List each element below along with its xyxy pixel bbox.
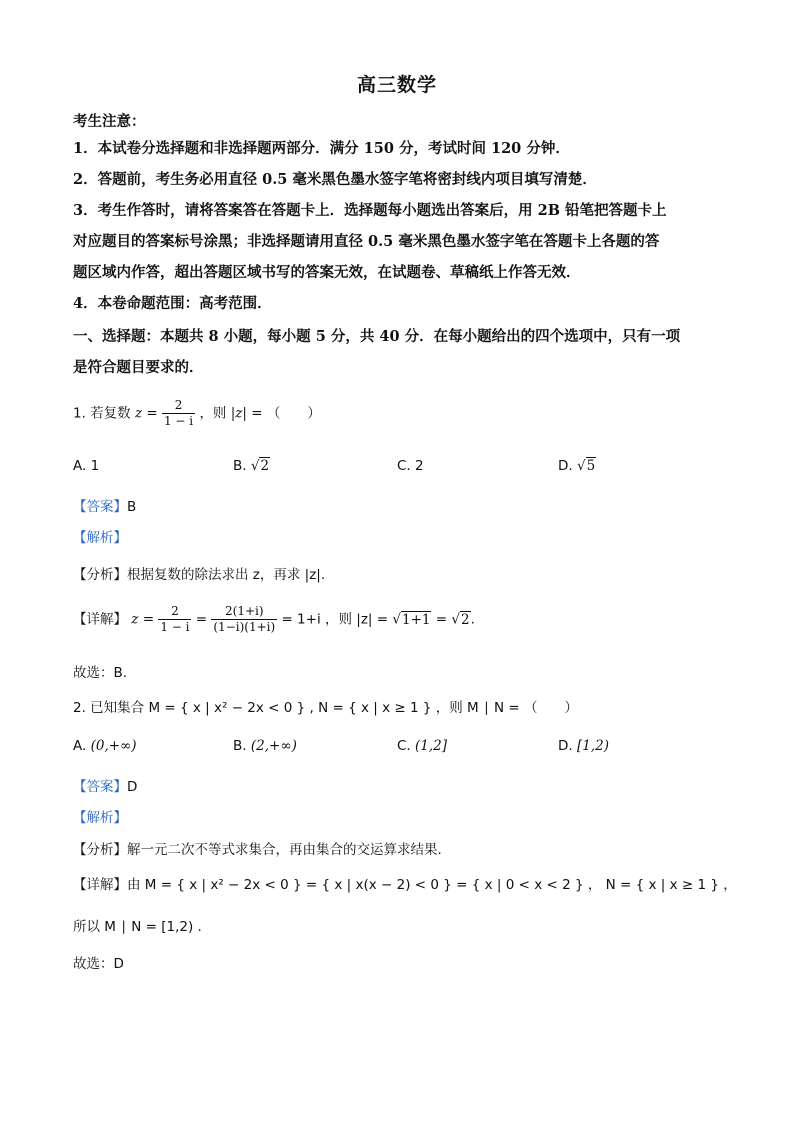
q2-option-d xyxy=(558,738,609,754)
xiangjie-mid: = 1+i ，则 |z| = xyxy=(281,611,389,628)
xiangjie-tag: 【详解】 xyxy=(73,611,127,628)
xiangjie-tag: 【详解】 xyxy=(73,877,127,893)
q2-result: 所以 M ∣ N = [1,2) . xyxy=(73,919,202,935)
option-label: C. xyxy=(397,738,411,754)
q1-conclusion: 故选：B. xyxy=(73,665,128,681)
option-label: D. xyxy=(558,738,573,754)
q1-option-b xyxy=(233,458,270,474)
analysis-tag: 【解析】 xyxy=(73,530,127,546)
notice-heading: 考生注意： xyxy=(73,113,146,130)
q2-option-a xyxy=(73,738,137,754)
option-label: B. xyxy=(233,738,247,754)
sqrt-radicand: 1+1 xyxy=(401,611,431,628)
section-heading xyxy=(73,321,733,383)
section-line: 是符合题目要求的． xyxy=(73,359,204,376)
sqrt-radicand: 5 xyxy=(586,458,596,474)
q1-fenxi xyxy=(73,563,325,583)
option-value: 2 xyxy=(415,458,424,474)
q1-xiangjie xyxy=(73,604,475,635)
frac-den: (1−i)(1+i) xyxy=(213,620,276,634)
q1-lhs: z = xyxy=(134,405,158,422)
option-value: √5 xyxy=(576,458,596,474)
q1-frac-den: 1 − i xyxy=(163,414,194,428)
notice-line: 4．本卷命题范围：高考范围． xyxy=(73,295,272,312)
sqrt-expr: √2 xyxy=(451,611,470,628)
xiangjie-frac-2 xyxy=(211,604,277,635)
fenxi-text: 解一元二次不等式求集合，再由集合的交运算求结果. xyxy=(127,842,442,858)
sqrt-radicand: 2 xyxy=(260,458,270,474)
q1-analysis-tag xyxy=(73,526,127,546)
section-line: 一、选择题：本题共 8 小题，每小题 5 分，共 40 分．在每小题给出的四个选项中，只有一项 xyxy=(73,328,681,345)
xiangjie-text: 由 M = { x | x² − 2x < 0 } = { x | x(x − 2) < 0 } = { x | 0 < x < 2 } ， N = { x | x ≥ 1 } ， xyxy=(127,877,737,893)
notice-line: 2．答题前，考生务必用直径 0.5 毫米黑色墨水签字笔将密封线内项目填写清楚． xyxy=(73,171,597,188)
q2-option-b xyxy=(233,738,297,754)
q1-prefix: 1. 若复数 xyxy=(73,405,131,422)
analysis-tag: 【解析】 xyxy=(73,810,127,826)
q2-xiangjie xyxy=(73,873,737,893)
q2-analysis-tag xyxy=(73,806,127,826)
q1-answer xyxy=(73,495,136,515)
option-label: D. xyxy=(558,458,573,474)
q2-answer xyxy=(73,775,137,795)
xiangjie-lhs: z = xyxy=(131,611,155,628)
sqrt-expr: √1+1 xyxy=(392,611,431,628)
answer-value: B xyxy=(127,499,137,515)
equals: = xyxy=(195,611,208,628)
q1-frac-num: 2 xyxy=(162,398,195,414)
equals: = xyxy=(435,611,448,628)
question-1-stem xyxy=(73,398,321,429)
page-title: 高三数学 xyxy=(356,74,437,96)
q1-mid: ，则 xyxy=(199,405,227,422)
period: . xyxy=(470,611,475,628)
sqrt-radicand: 2 xyxy=(461,611,470,628)
frac-num: 2 xyxy=(158,604,191,620)
q1-paren: （ ） xyxy=(266,405,321,422)
question-2-stem: 2. 已知集合 M = { x | x² − 2x < 0 } , N = { x | x ≥ 1 } ，则 M ∣ N = （ ） xyxy=(73,700,579,716)
option-value: 1 xyxy=(90,458,100,474)
notice-line: 题区域内作答，超出答题区域书写的答案无效，在试题卷、草稿纸上作答无效． xyxy=(73,264,581,281)
q1-option-a xyxy=(73,458,99,474)
notice-line: 3．考生作答时，请将答案答在答题卡上．选择题每小题选出答案后，用 2B 铅笔把答题卡上 xyxy=(73,202,667,219)
option-value: (1,2] xyxy=(415,738,448,754)
q2-option-c xyxy=(397,738,447,754)
q2-conclusion: 故选：D xyxy=(73,956,124,972)
q1-option-c xyxy=(397,458,424,474)
notice-line: 对应题目的答案标号涂黑；非选择题请用直径 0.5 毫米黑色墨水签字笔在答题卡上各题的答 xyxy=(73,233,660,250)
option-value: √2 xyxy=(250,458,270,474)
fenxi-tag: 【分析】 xyxy=(73,567,127,583)
option-value: [1,2) xyxy=(576,738,609,754)
xiangjie-frac-1 xyxy=(158,604,191,635)
frac-den: 1 − i xyxy=(160,620,190,634)
option-value: (2,+∞) xyxy=(250,738,297,754)
q1-fraction xyxy=(162,398,195,429)
q2-fenxi xyxy=(73,838,442,858)
answer-value: D xyxy=(127,779,138,795)
answer-tag: 【答案】 xyxy=(73,499,127,515)
frac-num: 2(1+i) xyxy=(211,604,277,620)
option-label: A. xyxy=(73,458,87,474)
fenxi-text: 根据复数的除法求出 z，再求 |z|. xyxy=(127,567,326,583)
notice-block xyxy=(73,133,733,319)
option-label: C. xyxy=(397,458,411,474)
notice-line: 1．本试卷分选择题和非选择题两部分．满分 150 分，考试时间 120 分钟． xyxy=(73,140,570,157)
option-label: A. xyxy=(73,738,87,754)
option-label: B. xyxy=(233,458,247,474)
option-value: (0,+∞) xyxy=(90,738,137,754)
answer-tag: 【答案】 xyxy=(73,779,127,795)
fenxi-tag: 【分析】 xyxy=(73,842,127,858)
q1-option-d xyxy=(558,458,596,474)
q1-abs: |z| = xyxy=(230,405,263,422)
